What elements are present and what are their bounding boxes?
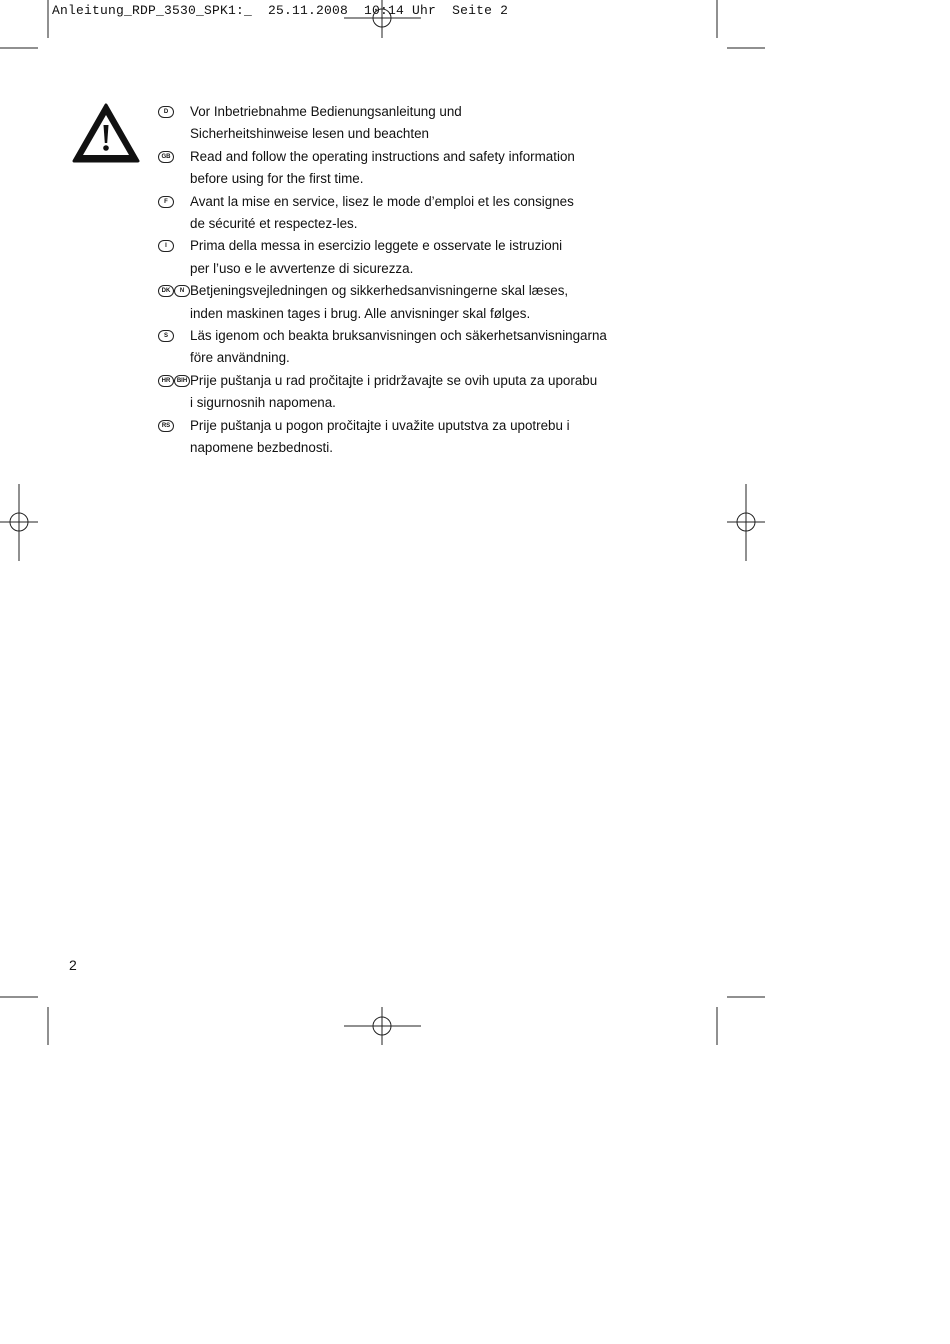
- instruction-line: before using for the first time.: [190, 171, 364, 187]
- instruction-line: Sicherheitshinweise lesen und beachten: [190, 126, 429, 142]
- instruction-text: [190, 191, 574, 236]
- instruction-entry-dk-n: [158, 280, 628, 325]
- language-code-badge: S: [158, 330, 174, 342]
- instruction-text: [190, 325, 607, 370]
- language-badges: [158, 370, 190, 387]
- language-code-badge: BIH: [174, 375, 190, 387]
- instruction-line: före användning.: [190, 350, 290, 366]
- language-code-badge: RS: [158, 420, 174, 432]
- instruction-entry-rs: [158, 415, 628, 460]
- language-badges: [158, 325, 190, 342]
- instruction-text: [190, 146, 575, 191]
- instruction-text: [190, 370, 597, 415]
- instruction-line: Vor Inbetriebnahme Bedienungsanleitung und: [190, 104, 462, 119]
- instruction-entry-de: [158, 101, 628, 146]
- instruction-text: [190, 415, 570, 460]
- instruction-line: Prije puštanja u pogon pročitajte i uvažite uputstva za upotrebu i: [190, 417, 570, 433]
- language-code-badge: F: [158, 196, 174, 208]
- instruction-line: Läs igenom och beakta bruksanvisningen och säkerhetsanvisningarna: [190, 328, 607, 344]
- warning-triangle-icon: [72, 103, 140, 163]
- language-badges: [158, 146, 190, 163]
- instruction-line: de sécurité et respectez-les.: [190, 216, 358, 232]
- instruction-line: Avant la mise en service, lisez le mode d’emploi et les consignes: [190, 193, 574, 209]
- language-code-badge: GB: [158, 151, 174, 163]
- instruction-list: [158, 101, 628, 460]
- instruction-line: napomene bezbednosti.: [190, 440, 333, 456]
- instruction-line: i sigurnosnih napomena.: [190, 395, 336, 411]
- page-number: 2: [69, 957, 77, 973]
- instruction-line: per l’uso e le avvertenze di sicurezza.: [190, 260, 414, 276]
- instruction-entry-i: [158, 235, 628, 280]
- instruction-entry-f: [158, 191, 628, 236]
- instruction-entry-gb: [158, 146, 628, 191]
- language-code-badge: N: [174, 285, 190, 297]
- instruction-line: Read and follow the operating instructions and safety information: [190, 148, 575, 164]
- language-badges: [158, 280, 190, 297]
- instruction-line: Prije puštanja u rad pročitajte i pridržavajte se ovih uputa za uporabu: [190, 372, 598, 388]
- instruction-text: [190, 101, 462, 146]
- print-slug: Anleitung_RDP_3530_SPK1:_ 25.11.2008 10:14 Uhr Seite 2: [52, 3, 509, 18]
- language-badges: [158, 235, 190, 252]
- instruction-line: Betjeningsvejledningen og sikkerhedsanvisningerne skal læses,: [190, 283, 569, 299]
- language-code-badge: HR: [158, 375, 174, 387]
- instruction-text: [190, 280, 568, 325]
- instruction-entry-s: [158, 325, 628, 370]
- instruction-text: [190, 235, 562, 280]
- language-badges: [158, 191, 190, 208]
- language-code-badge: DK: [158, 285, 174, 297]
- language-badges: [158, 415, 190, 432]
- instruction-line: Prima della messa in esercizio leggete e osservate le istruzioni: [190, 238, 563, 254]
- instruction-line: inden maskinen tages i brug. Alle anvisninger skal følges.: [190, 305, 531, 321]
- language-badges: [158, 101, 190, 118]
- instruction-entry-hr-bih: [158, 370, 628, 415]
- language-code-badge: I: [158, 240, 174, 252]
- language-code-badge: D: [158, 106, 174, 118]
